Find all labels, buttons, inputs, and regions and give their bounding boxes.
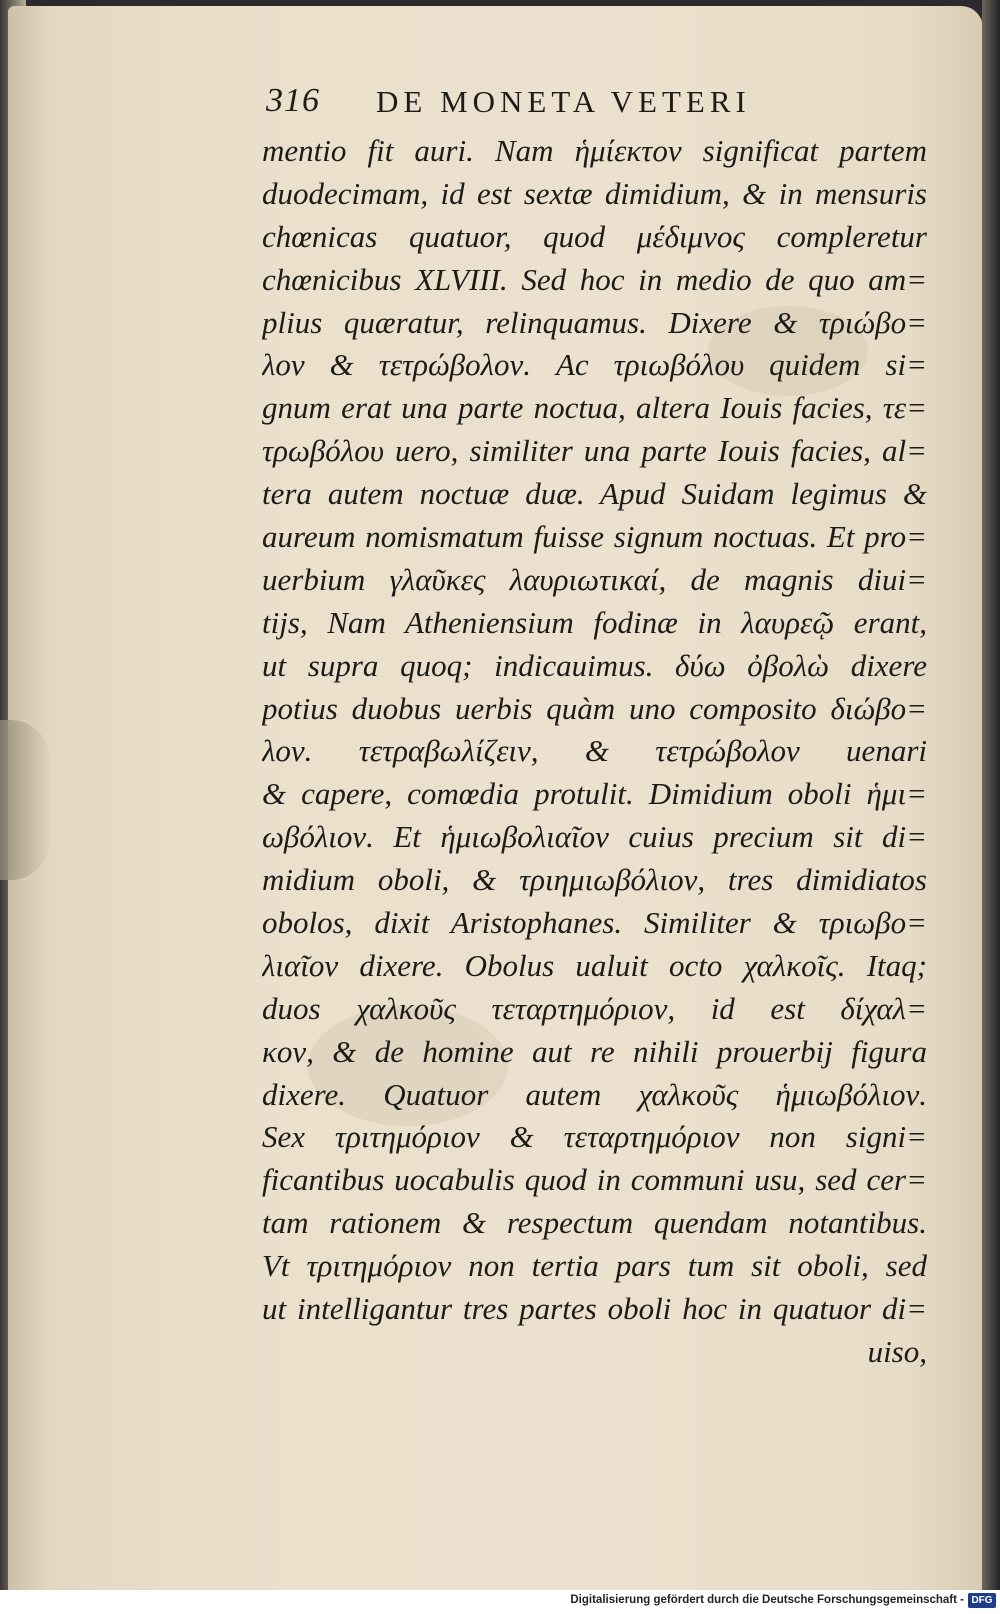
dfg-logo: DFG xyxy=(968,1593,996,1608)
text-line: aureum nomismatum fuisse signum noctuas. Et pro= xyxy=(262,519,927,555)
text-line: dixere. Quatuor autem χαλκοῦς ἡμιωβόλιον. xyxy=(262,1076,927,1112)
text-line: gnum erat una parte noctua, altera Iouis facies, τε= xyxy=(262,390,927,426)
text-line: tijs, Nam Atheniensium fodinæ in λαυρεῷ erant, xyxy=(262,604,927,640)
text-line: midium oboli, & τριημιωβόλιον, tres dimidiatos xyxy=(262,862,927,898)
page-clasp xyxy=(0,720,50,880)
book-right-shadow xyxy=(982,0,1000,1590)
text-line: Sex τριτημόριον & τεταρτημόριον non signi= xyxy=(262,1119,927,1155)
text-line: λον & τετρώβολον. Ac τριωβόλου quidem si= xyxy=(262,347,927,383)
body-text xyxy=(262,130,927,1374)
text-line: ut supra quoq; indicauimus. δύω ὀβολὼ dixere xyxy=(262,647,927,683)
text-line: uerbium γλαῦκες λαυριωτικαί, de magnis diui= xyxy=(262,561,927,597)
digitization-footer xyxy=(0,1590,1000,1614)
text-line: potius duobus uerbis quàm uno composito διώβο= xyxy=(262,690,927,726)
text-line: mentio fit auri. Nam ἡμίεκτον significat partem xyxy=(262,133,927,168)
text-line: duos χαλκοῦς τεταρτημόριον, id est δίχαλ= xyxy=(262,990,927,1026)
text-line: tera autem noctuæ duæ. Apud Suidam legimus & xyxy=(262,476,927,512)
text-line: plius quæratur, relinquamus. Dixere & τριώβο= xyxy=(262,304,927,340)
text-line: λον. τετραβωλίζειν, & τετρώβολον uenari xyxy=(262,733,927,769)
text-line: λιαῖον dixere. Obolus ualuit octo χαλκοῖς. Itaq; xyxy=(262,947,927,983)
text-line: τρωβόλου uero, similiter una parte Iouis facies, al= xyxy=(262,433,927,469)
text-line: chœnicas quatuor, quod μέδιμνος compleretur xyxy=(262,218,927,254)
text-line: uiso, xyxy=(867,1333,927,1369)
page-header xyxy=(266,82,926,126)
running-title: DE MONETA VETERI xyxy=(376,84,751,119)
text-line: Vt τριτημόριον non tertia pars tum sit oboli, sed xyxy=(262,1248,927,1284)
text-line: κον, & de homine aut re nihili prouerbij figura xyxy=(262,1033,927,1069)
text-line: obolos, dixit Aristophanes. Similiter & τριωβο= xyxy=(262,905,927,941)
text-line: tam rationem & respectum quendam notantibus. xyxy=(262,1205,927,1241)
text-line: ωβόλιον. Et ἡμιωβολιαῖον cuius precium sit di= xyxy=(262,819,927,855)
footer-credit: Digitalisierung gefördert durch die Deutsche Forschungsgemeinschaft - xyxy=(570,1594,964,1606)
text-line: & capere, comœdia protulit. Dimidium oboli ἡμι= xyxy=(262,776,927,812)
text-line: ficantibus uocabulis quod in communi usu, sed cer= xyxy=(262,1162,927,1198)
text-line: duodecimam, id est sextæ dimidium, & in mensuris xyxy=(262,175,927,211)
page-number: 316 xyxy=(266,82,320,119)
text-line: chœnicibus XLVIII. Sed hoc in medio de quo am= xyxy=(262,261,927,297)
text-line: ut intelligantur tres partes oboli hoc in quatuor di= xyxy=(262,1291,927,1327)
